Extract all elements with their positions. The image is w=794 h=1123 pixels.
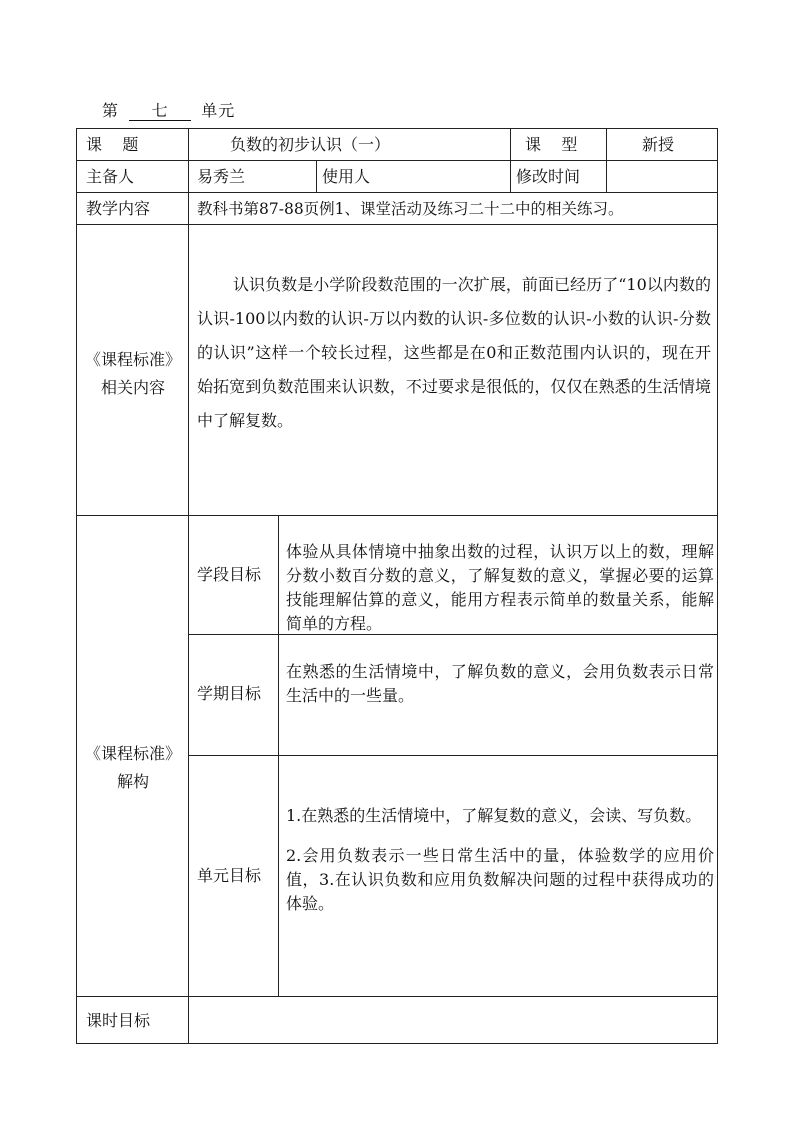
row-divider bbox=[76, 996, 718, 997]
col-divider bbox=[510, 128, 511, 192]
unit-number: 七 bbox=[129, 102, 191, 121]
term-goal-text: 在熟悉的生活情境中，了解负数的意义，会用负数表示日常生活中的一些量。 bbox=[286, 662, 714, 705]
topic-label: 课 题 bbox=[86, 135, 139, 154]
stage-goal-label: 学段目标 bbox=[197, 565, 262, 584]
standard-related-text: 认识负数是小学阶段数范围的一次扩展，前面已经历了“10以内数的认识-100以内数的认识-万以内数的认识-多位数的认识-小数的认识-分数的认识”这样一个较长过程，这些都是在0和正数范围内认识的，现在开始拓宽到负数范围来认识数，不过要求是很低的，仅仅在熟悉的生活情境中了解复数。 bbox=[197, 275, 711, 430]
user-label: 使用人 bbox=[322, 167, 371, 186]
modify-time-label: 修改时间 bbox=[516, 167, 581, 186]
standard-related-label-line1: 《课程标准》 bbox=[84, 350, 181, 369]
teaching-content-value: 教科书第87-88页例1、课堂活动及练习二十二中的相关练习。 bbox=[197, 200, 624, 218]
stage-goal-text: 体验从具体情境中抽象出数的过程，认识万以上的数，理解分数小数百分数的意义，了解复数的意义，掌握必要的运算技能理解估算的意义，能用方程表示简单的数量关系，能解简单的方程。 bbox=[286, 542, 714, 633]
col-divider bbox=[606, 128, 607, 192]
row-divider bbox=[76, 160, 718, 161]
standard-analysis-label bbox=[80, 740, 186, 796]
unit-heading bbox=[102, 98, 235, 121]
term-goal-label: 学期目标 bbox=[197, 684, 262, 703]
row-divider bbox=[188, 755, 718, 756]
col-divider bbox=[316, 160, 317, 192]
topic-value: 负数的初步认识（一） bbox=[230, 135, 391, 154]
unit-goal-item-2: 2.会用负数表示一些日常生活中的量，体验数学的应用价值，3.在认识负数和应用负数解决问题的过程中获得成功的体验。 bbox=[286, 846, 714, 913]
lesson-goal-label: 课时目标 bbox=[86, 1011, 151, 1030]
unit-goal-text bbox=[286, 804, 714, 916]
type-value: 新授 bbox=[642, 135, 675, 154]
standard-analysis-label-line1: 《课程标准》 bbox=[84, 744, 181, 763]
row-divider bbox=[76, 192, 718, 193]
standard-related-label bbox=[80, 346, 186, 402]
preparer-value: 易秀兰 bbox=[197, 167, 246, 186]
unit-goal-item-1: 1.在熟悉的生活情境中，了解复数的意义，会读、写负数。 bbox=[286, 806, 702, 825]
type-label: 课 型 bbox=[525, 135, 578, 154]
unit-goal-label: 单元目标 bbox=[197, 866, 262, 885]
teaching-content-label: 教学内容 bbox=[86, 199, 151, 218]
row-divider bbox=[76, 515, 718, 516]
col-divider bbox=[278, 515, 279, 996]
unit-suffix: 单元 bbox=[201, 101, 236, 120]
preparer-label: 主备人 bbox=[86, 167, 135, 186]
standard-related-label-line2: 相关内容 bbox=[100, 378, 165, 397]
row-divider bbox=[76, 224, 718, 225]
unit-prefix: 第 bbox=[102, 101, 120, 120]
col-divider bbox=[188, 128, 189, 1044]
standard-analysis-label-line2: 解构 bbox=[116, 772, 149, 791]
